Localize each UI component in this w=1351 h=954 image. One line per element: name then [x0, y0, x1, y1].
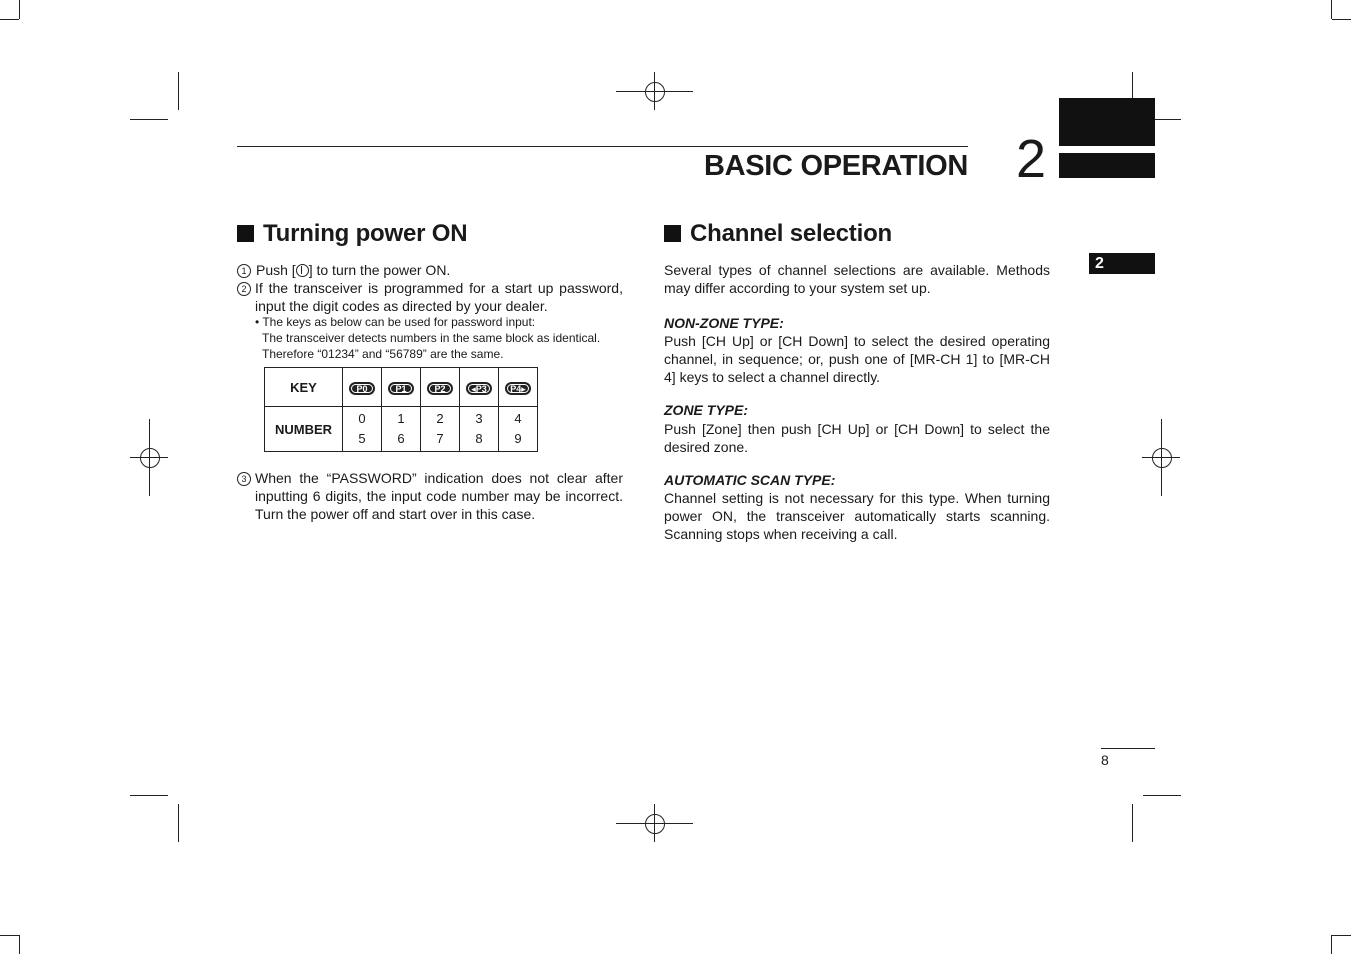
step-1: 1 Push [ ] to turn the power ON. [237, 261, 623, 279]
crop-mark [1331, 935, 1332, 954]
number-cell: 3 8 [460, 407, 499, 452]
password-key-table [264, 367, 538, 452]
non-zone-heading: NON-ZONE TYPE: [664, 315, 784, 331]
password-note: • The keys as below can be used for password input: The transceiver detects numbers in the same block as identical. Therefore “01234” and “56789” are the same. [255, 315, 601, 361]
auto-scan-text: Channel setting is not necessary for this type. When turning power ON, the transceiver automatically starts scanning. Scanning stops when receiving a call. [664, 490, 1050, 542]
chapter-block [1059, 153, 1155, 178]
p2-key-icon: P2 [427, 382, 453, 395]
number-cell: 0 5 [343, 407, 382, 452]
step-number: 3 [237, 472, 251, 486]
header-rule [237, 146, 968, 147]
crop-mark [1332, 935, 1351, 936]
auto-scan-heading: AUTOMATIC SCAN TYPE: [664, 472, 836, 488]
trim-mark [1143, 795, 1181, 796]
trim-mark [1132, 804, 1133, 842]
channel-intro: Several types of channel selections are available. Methods may differ according to your system set up. [664, 262, 1050, 296]
step-number: 1 [237, 264, 251, 278]
registration-circle [1152, 448, 1172, 468]
p4-key-icon: P4▸ [505, 382, 531, 395]
chapter-block [1059, 98, 1155, 146]
p3-key-icon: ◂P3 [466, 382, 492, 395]
non-zone-text: Push [CH Up] or [CH Down] to select the desired operating channel, in sequence; or, push one of [MR-CH 1] to [MR-CH 4] keys to select a channel directly. [664, 333, 1050, 385]
step-2: 2 If the transceiver is programmed for a start up password, input the digit codes as directed by your dealer. [237, 279, 623, 315]
trim-mark [178, 72, 179, 110]
crop-mark [19, 0, 20, 19]
crop-mark [0, 19, 19, 20]
zone-text: Push [Zone] then push [CH Up] or [CH Down] to select the desired zone. [664, 421, 1050, 455]
crop-mark [19, 935, 20, 954]
key-label: KEY [265, 368, 343, 407]
trim-mark [178, 804, 179, 842]
section-title-power: Turning power ON [237, 220, 467, 248]
p1-key-icon: P1 [388, 382, 414, 395]
step-3: 3 When the “PASSWORD” indication does not clear after inputting 6 digits, the input code number may be incorrect. Turn the power off and start over in this case. [237, 469, 623, 523]
square-bullet-icon [237, 225, 254, 242]
registration-circle [645, 82, 665, 102]
number-label: NUMBER [265, 407, 343, 452]
page-number-rule [1101, 748, 1155, 749]
number-cell: 4 9 [499, 407, 538, 452]
registration-circle [140, 448, 160, 468]
registration-circle [645, 814, 665, 834]
trim-mark [130, 795, 168, 796]
page-number: 8 [1101, 752, 1109, 768]
number-cell: 2 7 [421, 407, 460, 452]
crop-mark [1332, 19, 1351, 20]
square-bullet-icon [664, 225, 681, 242]
chapter-title: BASIC OPERATION [703, 150, 968, 182]
crop-mark [1331, 0, 1332, 19]
chapter-number: 2 [1016, 129, 1047, 189]
section-title-channel: Channel selection [664, 220, 892, 248]
step-number: 2 [237, 282, 251, 296]
trim-mark [130, 119, 168, 120]
zone-heading: ZONE TYPE: [664, 402, 749, 418]
p0-key-icon: P0 [349, 382, 375, 395]
number-cell: 1 6 [382, 407, 421, 452]
power-icon [296, 264, 309, 277]
crop-mark [0, 935, 19, 936]
side-tab: 2 [1089, 253, 1155, 274]
